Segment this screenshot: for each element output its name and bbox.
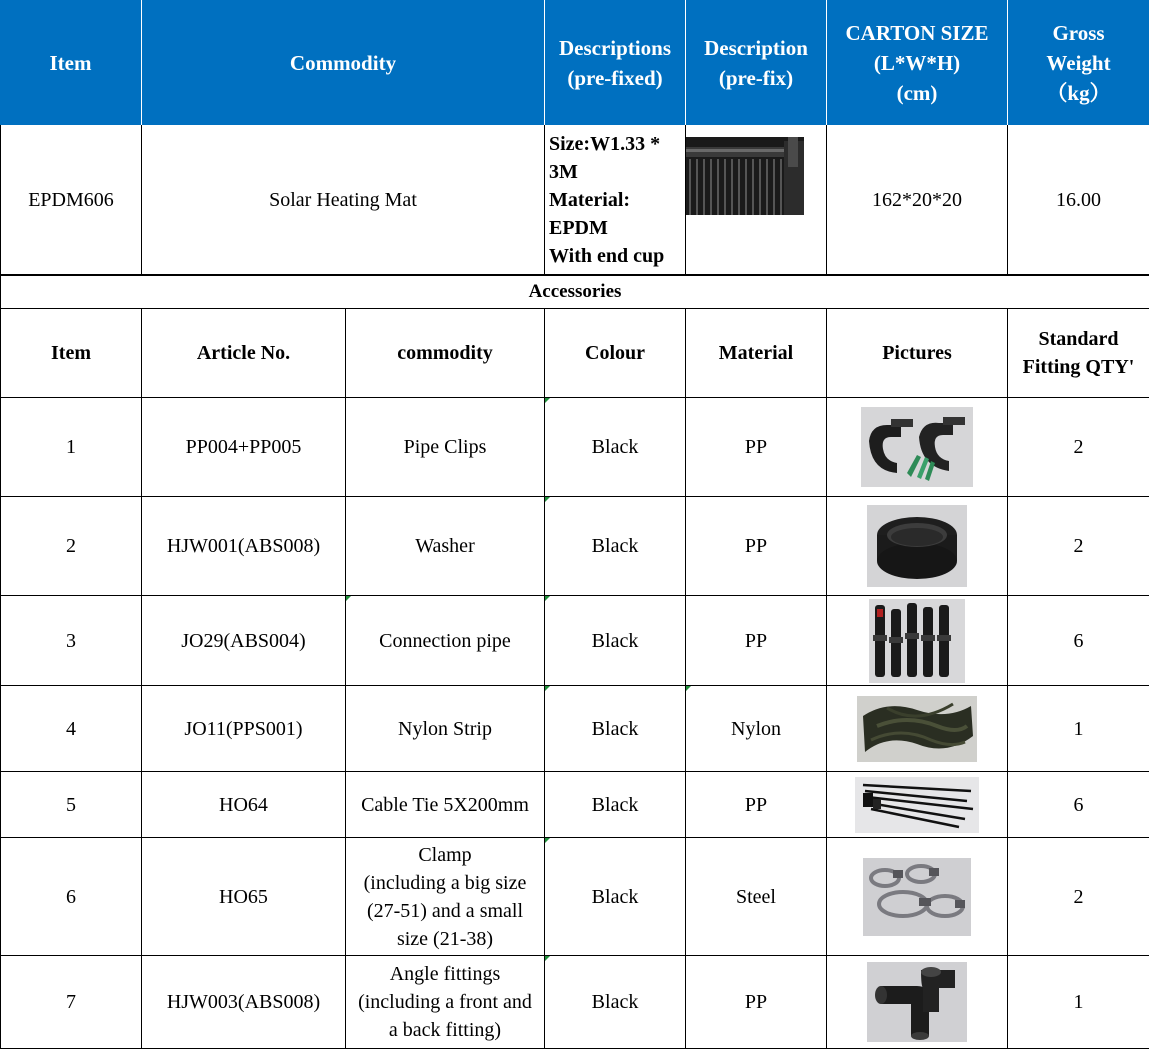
table-row-6-item — [0, 838, 142, 956]
product-desc-line: EPDM — [549, 216, 608, 239]
row-qty: 1 — [1073, 991, 1084, 1013]
header-descriptions — [545, 0, 686, 125]
cable-tie-photo — [855, 777, 979, 833]
header-gross-line2: Weight — [1046, 50, 1111, 75]
header-gross-weight — [1008, 0, 1149, 125]
header-carton-line1: CARTON SIZE — [845, 20, 989, 45]
header-carton-size — [827, 0, 1008, 125]
row-commodity-line: (27-51) and a small — [366, 899, 524, 922]
acc-header-pictures — [827, 309, 1008, 398]
row-article: HJW001(ABS008) — [166, 535, 321, 557]
row-qty: 2 — [1073, 436, 1084, 458]
row-item: 1 — [66, 436, 76, 458]
header-commodity — [142, 0, 545, 125]
table-row-3-material — [686, 596, 827, 686]
row-item: 6 — [66, 885, 76, 908]
table-row-7-material — [686, 956, 827, 1049]
accessories-title — [0, 276, 1149, 309]
table-row-5-material — [686, 772, 827, 838]
row-article: HO64 — [219, 793, 268, 816]
header-description-line2: (pre-fix) — [718, 65, 794, 90]
row-colour: Black — [591, 535, 639, 557]
table-row-2-qty — [1008, 497, 1149, 596]
table-row-1-material — [686, 398, 827, 497]
acc-header-qty-line2: Fitting QTY' — [1022, 356, 1135, 378]
acc-header-qty — [1008, 309, 1149, 398]
row-article: PP004+PP005 — [185, 436, 302, 458]
table-row-6-qty — [1008, 838, 1149, 956]
washer-photo — [867, 505, 967, 587]
header-gross-line3: （kg） — [1046, 80, 1111, 105]
product-commodity — [142, 125, 545, 276]
header-gross-line1: Gross — [1052, 20, 1105, 45]
row-colour: Black — [591, 793, 639, 816]
row-colour: Black — [591, 436, 639, 458]
product-desc-line: Size:W1.33 * — [549, 132, 661, 155]
row-item: 3 — [66, 629, 76, 652]
product-item-value: EPDM606 — [28, 188, 114, 211]
row-commodity-line: (including a front and — [358, 991, 532, 1013]
product-desc-line: Material: — [549, 188, 631, 211]
row-commodity-line: size (21-38) — [396, 927, 494, 950]
table-row-2-article — [142, 497, 346, 596]
row-commodity-line: (including a big size — [363, 871, 527, 894]
row-item: 5 — [66, 793, 76, 816]
row-commodity-line: Clamp — [418, 843, 472, 866]
row-commodity-line: a back fitting) — [388, 1019, 502, 1041]
acc-header-pictures-label: Pictures — [882, 342, 952, 364]
table-row-3-picture — [827, 596, 1008, 686]
table-row-5-colour — [545, 772, 686, 838]
table-row-1-article — [142, 398, 346, 497]
header-description-line1: Description — [704, 35, 808, 60]
table-row-2-material — [686, 497, 827, 596]
acc-header-commodity — [346, 309, 545, 398]
table-row-1-commodity — [346, 398, 545, 497]
row-material: Nylon — [731, 717, 781, 740]
clamp-photo — [863, 858, 971, 936]
header-description — [686, 0, 827, 125]
table-row-4-commodity — [346, 686, 545, 772]
table-row-5-qty — [1008, 772, 1149, 838]
row-commodity: Pipe Clips — [403, 436, 487, 458]
pipe-clips-photo — [861, 407, 973, 487]
row-item: 4 — [66, 717, 76, 740]
table-row-3-item — [0, 596, 142, 686]
product-picture-cell — [686, 125, 827, 276]
row-item: 7 — [66, 991, 76, 1013]
acc-header-colour — [545, 309, 686, 398]
row-material: PP — [744, 991, 768, 1013]
angle-fittings-photo — [867, 962, 967, 1042]
table-row-4-item — [0, 686, 142, 772]
table-row-2-commodity — [346, 497, 545, 596]
row-material: PP — [744, 793, 768, 816]
product-item — [0, 125, 142, 276]
product-carton — [827, 125, 1008, 276]
product-gross-value: 16.00 — [1056, 188, 1101, 211]
table-row-4-picture — [827, 686, 1008, 772]
row-commodity-line: Angle fittings — [389, 963, 501, 985]
row-article: JO29(ABS004) — [181, 629, 306, 652]
solar-mat-photo — [686, 137, 804, 215]
table-row-5-commodity — [346, 772, 545, 838]
table-row-6-picture — [827, 838, 1008, 956]
row-commodity: Nylon Strip — [398, 717, 492, 740]
header-descriptions-line1: Descriptions — [559, 35, 671, 60]
row-material: PP — [744, 436, 768, 458]
header-commodity-label: Commodity — [289, 50, 397, 75]
table-row-2-picture — [827, 497, 1008, 596]
row-qty: 6 — [1073, 629, 1084, 652]
row-article: JO11(PPS001) — [184, 717, 303, 740]
table-row-3-qty — [1008, 596, 1149, 686]
row-colour: Black — [591, 629, 639, 652]
product-descriptions — [545, 125, 686, 276]
table-row-2-colour — [545, 497, 686, 596]
row-qty: 6 — [1073, 793, 1084, 816]
table-row-4-qty — [1008, 686, 1149, 772]
table-row-6-colour — [545, 838, 686, 956]
table-row-7-qty — [1008, 956, 1149, 1049]
connection-pipe-photo — [869, 599, 965, 683]
header-item — [0, 0, 142, 125]
row-colour: Black — [591, 885, 639, 908]
product-commodity-value: Solar Heating Mat — [269, 188, 417, 211]
row-colour: Black — [591, 991, 639, 1013]
table-row-5-item — [0, 772, 142, 838]
row-article: HJW003(ABS008) — [166, 991, 321, 1013]
table-row-1-picture — [827, 398, 1008, 497]
row-material: PP — [744, 535, 768, 557]
acc-header-material — [686, 309, 827, 398]
table-row-7-colour — [545, 956, 686, 1049]
table-row-7-commodity — [346, 956, 545, 1049]
product-gross — [1008, 125, 1149, 276]
acc-header-item-label: Item — [51, 342, 91, 364]
row-qty: 2 — [1073, 885, 1084, 908]
table-row-4-material — [686, 686, 827, 772]
header-item-label: Item — [49, 50, 92, 75]
row-material: PP — [744, 629, 768, 652]
product-carton-value: 162*20*20 — [872, 188, 962, 211]
table-row-3-colour — [545, 596, 686, 686]
table-row-5-picture — [827, 772, 1008, 838]
row-item: 2 — [66, 535, 76, 557]
acc-header-commodity-label: commodity — [397, 342, 493, 364]
row-commodity: Connection pipe — [379, 629, 511, 652]
header-carton-line2: (L*W*H) — [873, 50, 961, 75]
row-commodity: Washer — [415, 535, 475, 557]
table-row-4-article — [142, 686, 346, 772]
table-row-6-material — [686, 838, 827, 956]
table-row-6-article — [142, 838, 346, 956]
table-row-3-commodity — [346, 596, 545, 686]
table-row-5-article — [142, 772, 346, 838]
header-carton-line3: (cm) — [896, 80, 938, 105]
table-row-6-commodity — [346, 838, 545, 956]
acc-header-colour-label: Colour — [585, 342, 645, 364]
row-colour: Black — [591, 717, 639, 740]
table-row-7-picture — [827, 956, 1008, 1049]
acc-header-qty-line1: Standard — [1038, 328, 1119, 350]
acc-header-article-label: Article No. — [196, 342, 291, 364]
acc-header-article — [142, 309, 346, 398]
table-row-4-colour — [545, 686, 686, 772]
table-row-7-item — [0, 956, 142, 1049]
acc-header-item — [0, 309, 142, 398]
acc-header-material-label: Material — [718, 342, 794, 364]
row-qty: 2 — [1073, 535, 1084, 557]
table-row-1-qty — [1008, 398, 1149, 497]
nylon-strip-photo — [857, 696, 977, 762]
header-descriptions-line2: (pre-fixed) — [567, 65, 663, 90]
accessories-title-label: Accessories — [528, 281, 622, 302]
table-row-7-article — [142, 956, 346, 1049]
row-article: HO65 — [219, 885, 268, 908]
product-desc-line: With end cup — [549, 244, 665, 267]
table-row-1-colour — [545, 398, 686, 497]
row-material: Steel — [736, 885, 776, 908]
table-row-1-item — [0, 398, 142, 497]
product-desc-line: 3M — [549, 160, 578, 183]
table-row-2-item — [0, 497, 142, 596]
row-commodity: Cable Tie 5X200mm — [361, 793, 529, 816]
row-qty: 1 — [1073, 717, 1084, 740]
table-row-3-article — [142, 596, 346, 686]
